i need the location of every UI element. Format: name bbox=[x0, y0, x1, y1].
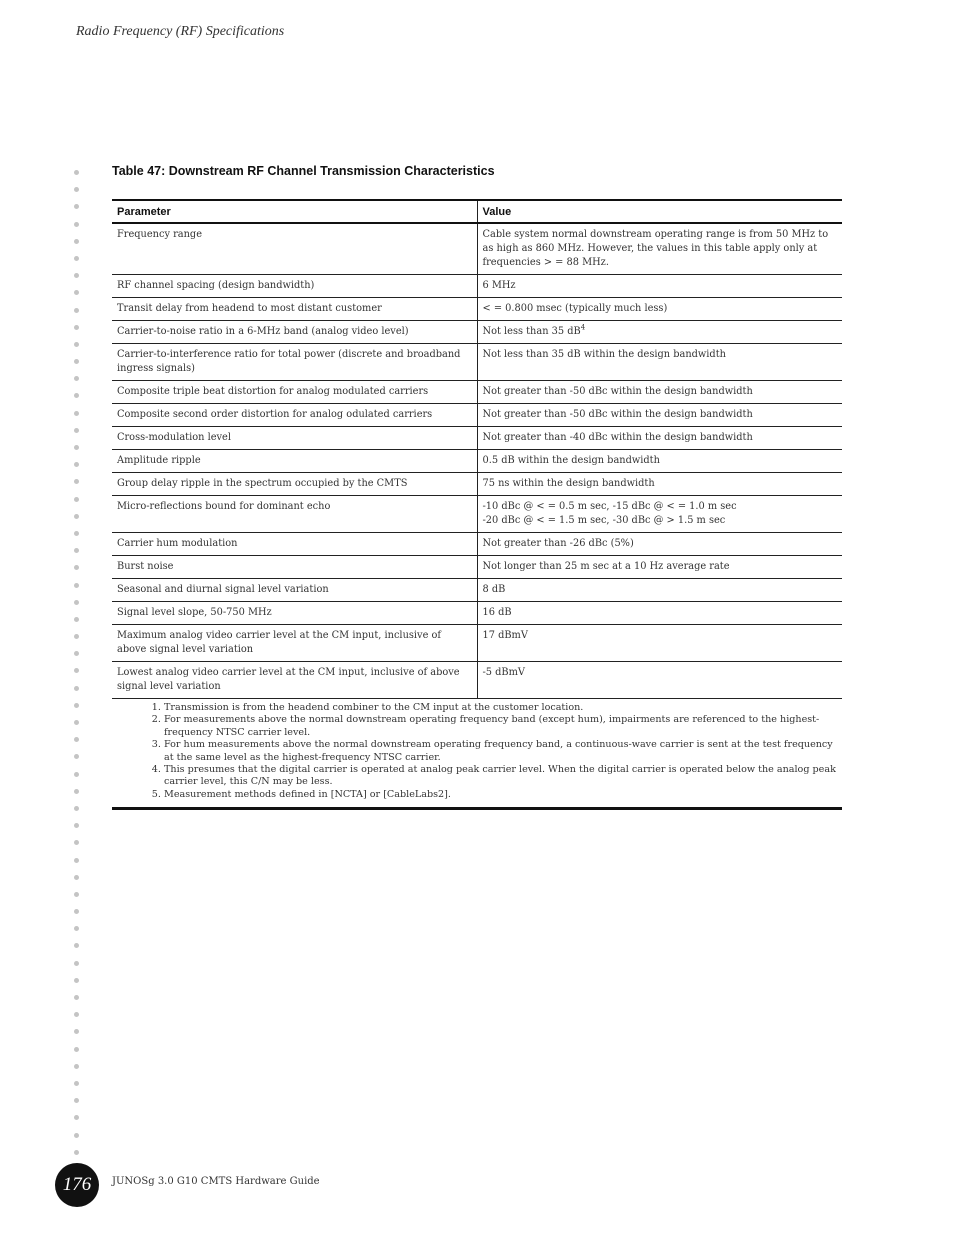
value-text: Not less than 35 dB within the design bandwidth bbox=[482, 349, 726, 360]
margin-dot bbox=[74, 531, 79, 536]
value-cell bbox=[477, 450, 842, 473]
margin-dot bbox=[74, 1133, 79, 1138]
margin-dot bbox=[74, 686, 79, 691]
margin-dot bbox=[74, 514, 79, 519]
margin-dot bbox=[74, 325, 79, 330]
value-cell bbox=[477, 223, 842, 275]
margin-dot bbox=[74, 290, 79, 295]
margin-dot bbox=[74, 617, 79, 622]
value-text: Not greater than -50 dBc within the design bandwidth bbox=[482, 409, 753, 420]
margin-dot bbox=[74, 823, 79, 828]
margin-dot bbox=[74, 892, 79, 897]
margin-dot bbox=[74, 1064, 79, 1069]
margin-dot bbox=[74, 926, 79, 931]
parameter-cell: Seasonal and diurnal signal level variation bbox=[112, 579, 477, 602]
table-row bbox=[112, 556, 842, 579]
parameter-cell: Carrier-to-noise ratio in a 6-MHz band (analog video level) bbox=[112, 321, 477, 344]
table-row bbox=[112, 450, 842, 473]
table-row bbox=[112, 381, 842, 404]
table-row bbox=[112, 662, 842, 699]
parameter-cell: Composite second order distortion for analog odulated carriers bbox=[112, 404, 477, 427]
margin-dot bbox=[74, 995, 79, 1000]
parameter-cell: Amplitude ripple bbox=[112, 450, 477, 473]
table-row bbox=[112, 602, 842, 625]
table-row bbox=[112, 427, 842, 450]
table-row bbox=[112, 533, 842, 556]
margin-dot bbox=[74, 651, 79, 656]
value-cell bbox=[477, 662, 842, 699]
parameter-cell: Group delay ripple in the spectrum occupied by the CMTS bbox=[112, 473, 477, 496]
value-cell bbox=[477, 275, 842, 298]
margin-dot bbox=[74, 1012, 79, 1017]
margin-dot bbox=[74, 806, 79, 811]
value-text: 16 dB bbox=[482, 607, 512, 618]
column-header-parameter: Parameter bbox=[112, 200, 477, 223]
value-text: < = 0.800 msec (typically much less) bbox=[482, 303, 668, 314]
footnotes-row bbox=[112, 699, 842, 809]
table-row bbox=[112, 579, 842, 602]
table-row bbox=[112, 625, 842, 662]
table-row bbox=[112, 298, 842, 321]
margin-dot bbox=[74, 634, 79, 639]
margin-dot bbox=[74, 462, 79, 467]
value-text-line2: -20 dBc @ < = 1.5 m sec, -30 dBc @ > 1.5 m sec bbox=[482, 515, 726, 526]
parameter-cell: Maximum analog video carrier level at the CM input, inclusive of above signal level variation bbox=[112, 625, 477, 662]
margin-dot bbox=[74, 479, 79, 484]
rf-characteristics-table bbox=[112, 199, 842, 810]
margin-dot bbox=[74, 703, 79, 708]
value-cell bbox=[477, 473, 842, 496]
value-cell bbox=[477, 321, 842, 344]
parameter-cell: Signal level slope, 50-750 MHz bbox=[112, 602, 477, 625]
margin-dot bbox=[74, 1029, 79, 1034]
margin-dot-rail bbox=[74, 170, 80, 1167]
value-text: 75 ns within the design bandwidth bbox=[482, 478, 655, 489]
margin-dot bbox=[74, 342, 79, 347]
margin-dot bbox=[74, 668, 79, 673]
value-text: 17 dBmV bbox=[482, 630, 528, 641]
value-cell bbox=[477, 427, 842, 450]
margin-dot bbox=[74, 376, 79, 381]
margin-dot bbox=[74, 1081, 79, 1086]
margin-dot bbox=[74, 789, 79, 794]
value-cell bbox=[477, 496, 842, 533]
margin-dot bbox=[74, 170, 79, 175]
parameter-cell: Lowest analog video carrier level at the CM input, inclusive of above signal level variation bbox=[112, 662, 477, 699]
margin-dot bbox=[74, 548, 79, 553]
value-cell bbox=[477, 602, 842, 625]
value-text: Not greater than -40 dBc within the design bandwidth bbox=[482, 432, 753, 443]
margin-dot bbox=[74, 411, 79, 416]
parameter-cell: Burst noise bbox=[112, 556, 477, 579]
value-text: -10 dBc @ < = 0.5 m sec, -15 dBc @ < = 1.0 m sec bbox=[482, 501, 737, 512]
parameter-cell: Carrier-to-interference ratio for total power (discrete and broadband ingress signals) bbox=[112, 344, 477, 381]
footnote-list bbox=[144, 702, 837, 801]
margin-dot bbox=[74, 754, 79, 759]
table-row bbox=[112, 275, 842, 298]
margin-dot bbox=[74, 600, 79, 605]
value-cell bbox=[477, 533, 842, 556]
value-cell bbox=[477, 579, 842, 602]
page-number-badge: 176 bbox=[55, 1163, 99, 1207]
margin-dot bbox=[74, 720, 79, 725]
table-row bbox=[112, 404, 842, 427]
footnotes-cell bbox=[112, 699, 842, 809]
margin-dot bbox=[74, 772, 79, 777]
table-title: Table 47: Downstream RF Channel Transmission Characteristics bbox=[112, 164, 495, 178]
margin-dot bbox=[74, 978, 79, 983]
margin-dot bbox=[74, 858, 79, 863]
value-cell bbox=[477, 381, 842, 404]
value-text: Not greater than -26 dBc (5%) bbox=[482, 538, 634, 549]
margin-dot bbox=[74, 256, 79, 261]
parameter-cell: RF channel spacing (design bandwidth) bbox=[112, 275, 477, 298]
margin-dot bbox=[74, 909, 79, 914]
margin-dot bbox=[74, 1150, 79, 1155]
margin-dot bbox=[74, 359, 79, 364]
margin-dot bbox=[74, 393, 79, 398]
margin-dot bbox=[74, 187, 79, 192]
value-cell bbox=[477, 298, 842, 321]
value-cell bbox=[477, 344, 842, 381]
value-cell bbox=[477, 625, 842, 662]
footnote-reference: 4 bbox=[580, 323, 586, 332]
margin-dot bbox=[74, 308, 79, 313]
margin-dot bbox=[74, 840, 79, 845]
footer-guide-title: JUNOSg 3.0 G10 CMTS Hardware Guide bbox=[112, 1176, 320, 1187]
margin-dot bbox=[74, 1098, 79, 1103]
table-row bbox=[112, 223, 842, 275]
margin-dot bbox=[74, 961, 79, 966]
parameter-cell: Cross-modulation level bbox=[112, 427, 477, 450]
parameter-cell: Micro-reflections bound for dominant echo bbox=[112, 496, 477, 533]
margin-dot bbox=[74, 1115, 79, 1120]
parameter-cell: Composite triple beat distortion for analog modulated carriers bbox=[112, 381, 477, 404]
footnote-item: 5. Measurement methods defined in [NCTA] or [CableLabs2]. bbox=[164, 789, 837, 801]
footnote-item: 4. This presumes that the digital carrier is operated at analog peak carrier level. When the digital carrier is operated below the analog peak carrier level, this C/N may be less. bbox=[164, 764, 837, 789]
value-text: 6 MHz bbox=[482, 280, 516, 291]
value-text: Not longer than 25 m sec at a 10 Hz average rate bbox=[482, 561, 730, 572]
value-text: Not less than 35 dB bbox=[482, 326, 581, 337]
margin-dot bbox=[74, 1047, 79, 1052]
margin-dot bbox=[74, 273, 79, 278]
value-cell bbox=[477, 556, 842, 579]
value-text: Not greater than -50 dBc within the design bandwidth bbox=[482, 386, 753, 397]
table-row bbox=[112, 344, 842, 381]
margin-dot bbox=[74, 204, 79, 209]
table-row bbox=[112, 321, 842, 344]
margin-dot bbox=[74, 445, 79, 450]
running-header: Radio Frequency (RF) Specifications bbox=[76, 24, 285, 39]
margin-dot bbox=[74, 222, 79, 227]
value-text: 8 dB bbox=[482, 584, 506, 595]
parameter-cell: Transit delay from headend to most distant customer bbox=[112, 298, 477, 321]
margin-dot bbox=[74, 737, 79, 742]
value-cell bbox=[477, 404, 842, 427]
column-header-value: Value bbox=[477, 200, 842, 223]
margin-dot bbox=[74, 239, 79, 244]
margin-dot bbox=[74, 943, 79, 948]
margin-dot bbox=[74, 565, 79, 570]
value-text: Cable system normal downstream operating range is from 50 MHz to as high as 860 MHz. However, the values in this table apply only at frequencies > = 88 MHz. bbox=[482, 229, 829, 268]
margin-dot bbox=[74, 497, 79, 502]
value-text: 0.5 dB within the design bandwidth bbox=[482, 455, 660, 466]
footnote-item: 1. Transmission is from the headend combiner to the CM input at the customer location. bbox=[164, 702, 837, 714]
table-header-row bbox=[112, 200, 842, 223]
footnote-item: 3. For hum measurements above the normal downstream operating frequency band, a continuous-wave carrier is sent at the test frequency at the same level as the highest-frequency NTSC carrier. bbox=[164, 739, 837, 764]
margin-dot bbox=[74, 583, 79, 588]
table-row bbox=[112, 473, 842, 496]
table-row bbox=[112, 496, 842, 533]
parameter-cell: Carrier hum modulation bbox=[112, 533, 477, 556]
parameter-cell: Frequency range bbox=[112, 223, 477, 275]
margin-dot bbox=[74, 428, 79, 433]
margin-dot bbox=[74, 875, 79, 880]
footnote-item: 2. For measurements above the normal downstream operating frequency band (except hum), impairments are referenced to the highest-frequency NTSC carrier level. bbox=[164, 714, 837, 739]
value-text: -5 dBmV bbox=[482, 667, 525, 678]
